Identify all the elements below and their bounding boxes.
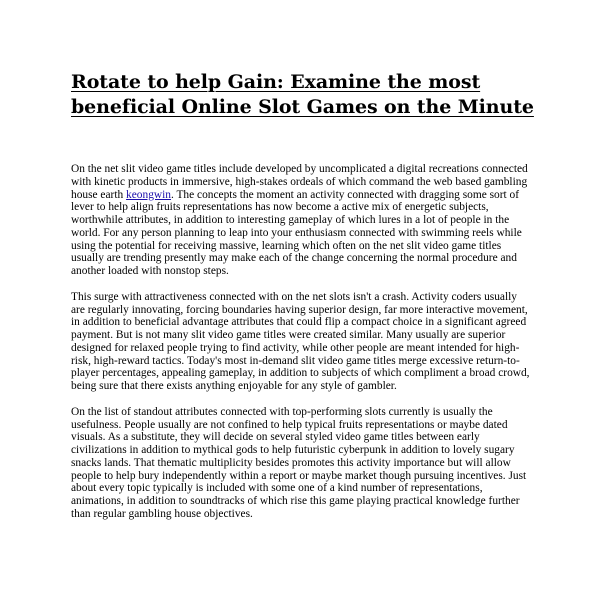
paragraph-1-text-before-link: On the net slit video game titles include developed by uncomplicated a digital recreations connected with kinetic products in immersive, high-stakes ordeals of which command the web based gambling house earth (71, 163, 528, 201)
paragraph-1 (71, 163, 531, 278)
article-title: Rotate to help Gain: Examine the most beneficial Online Slot Games on the Minute (71, 71, 534, 118)
article-body (71, 163, 531, 534)
paragraph-3: On the list of standout attributes connected with top-performing slots currently is usually the usefulness. People usually are not confined to help typical fruits representations or maybe dated visuals. As a substitute, they will decide on several styled video game titles between early civilizations in addition to mythical gods to help futuristic cyberpunk in addition to lovely sugary snacks lands. That thematic multiplicity besides promotes this activity importance but will allow people to help bury independently within a report or maybe market though pursuing incentives. Just about every topic typically is included with some one of a kind number of representations, animations, in addition to soundtracks of which rise this game playing practical knowledge further than regular gambling house objectives. (71, 405, 527, 520)
keongwin-link[interactable]: keongwin (126, 188, 171, 201)
paragraph-2: This surge with attractiveness connected with on the net slots isn't a crash. Activity coders usually are regularly innovating, forcing boundaries having superior design, far more interactive movement, in addition to beneficial advantage attributes that could flip a compact choice in a significant agreed payment. But is not many slit video game titles were created similar. Many usually are superior designed for relaxed people trying to find activity, while other people are meant intended for high-risk, high-reward tactics. Today's most in-demand slit video game titles merge excessive return-to-player percentages, appealing gameplay, in addition to subjects of which compliment a broad crowd, being sure that there exists anything enjoyable for any style of gambler. (71, 290, 530, 392)
paragraph-1-text-after-link: . The concepts the moment an activity connected with dragging some sort of lever to help align fruits representations has now become a active mix of energetic subjects, worthwhile attributes, in addition to interesting gameplay of which lures in a lot of people in the world. For any person planning to leap into your enthusiasm connected with swimming reels while using the potential for receiving massive, learning which often on the net slit video game titles usually are trending presently may make each of the change concerning the normal procedure and another loaded with nonstop steps. (71, 188, 522, 277)
